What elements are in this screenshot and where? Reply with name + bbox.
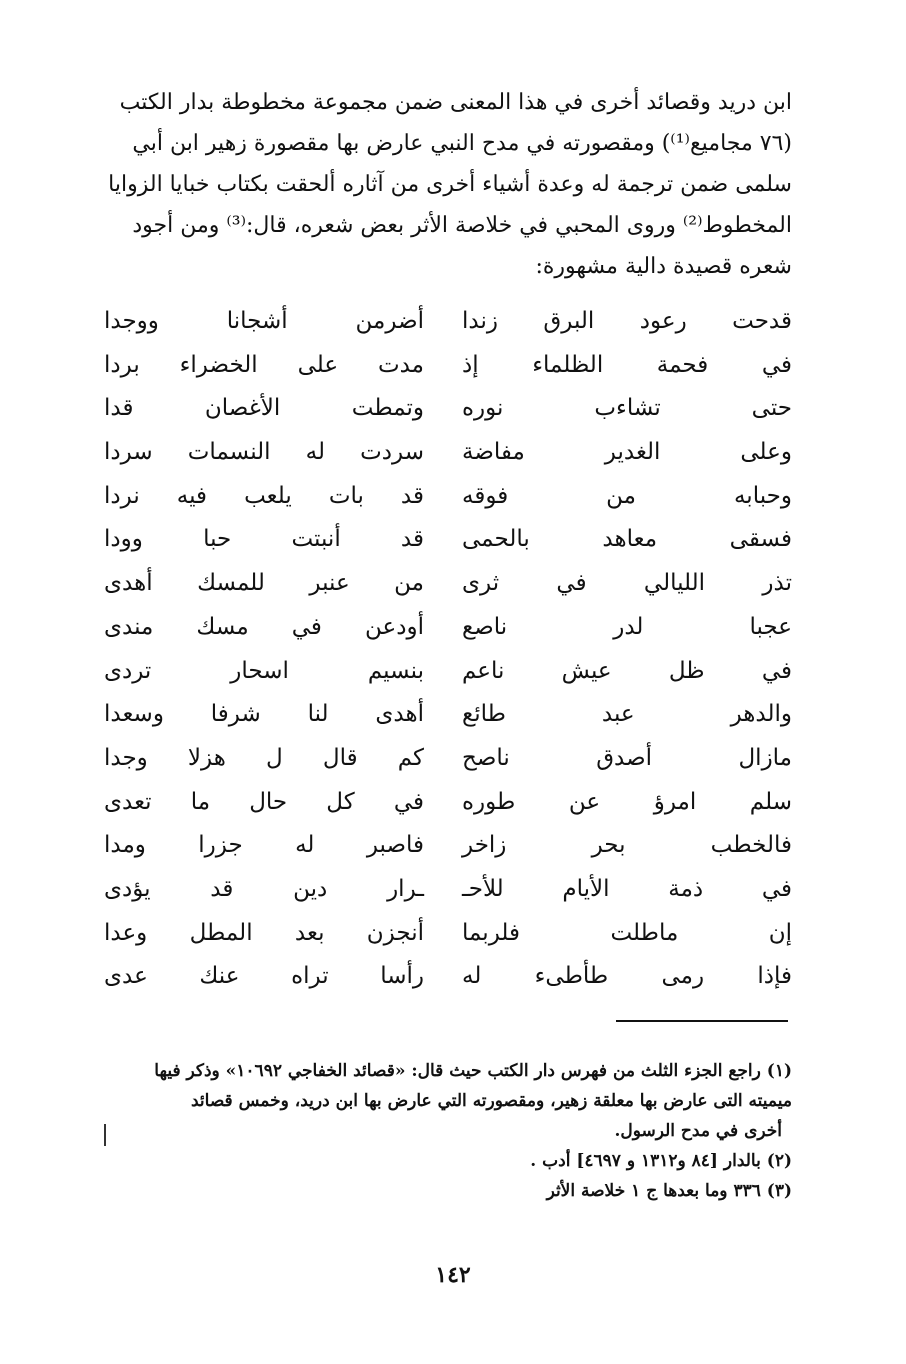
- verse-second-hemistich: في كل حال ما تعدى: [104, 788, 424, 815]
- verse: [104, 876, 792, 920]
- verse-second-hemistich: سردت له النسمات سردا: [104, 439, 424, 466]
- verse-second-hemistich: فاصبر له جزرا ومدا: [104, 832, 424, 859]
- verse: [104, 395, 792, 439]
- verse-first-hemistich: وحبابه من فوقه: [462, 482, 792, 509]
- footnotes: [104, 1056, 792, 1206]
- poem: [104, 308, 792, 1007]
- intro-paragraph: [104, 82, 792, 287]
- verse-second-hemistich: أضرمن أشجانا ووجدا: [104, 308, 424, 334]
- verse: [104, 832, 792, 876]
- footnote-continuation: ميميته التى عارض بها معلقة زهير، ومقصورته التي عارض بها ابن دريد، وخمس قصائد: [190, 1091, 792, 1111]
- verse-first-hemistich: وعلى الغدير مفاضة: [462, 439, 792, 466]
- verse-first-hemistich: في ظل عيش ناعم: [462, 657, 792, 684]
- verse-first-hemistich: مازال أصدق ناصح: [462, 744, 792, 771]
- verse: [104, 526, 792, 570]
- verse-second-hemistich: أنجزن بعد المطل وعدا: [104, 919, 424, 946]
- footnote: [104, 1146, 792, 1176]
- verse-second-hemistich: بنسيم اسحار تردى: [104, 657, 424, 684]
- verse: [104, 963, 792, 1007]
- verse: [104, 701, 792, 745]
- verse-first-hemistich: قدحت رعود البرق زندا: [462, 308, 792, 334]
- page-number: ١٤٢: [435, 1262, 471, 1288]
- verse-first-hemistich: في فحمة الظلماء إذ: [462, 351, 792, 378]
- verse: [104, 570, 792, 614]
- verse-first-hemistich: إن ماطلت فلربما: [462, 919, 792, 946]
- verse-first-hemistich: فإذا رمى طأطىء له: [462, 963, 792, 990]
- verse-first-hemistich: تذر الليالي في ثرى: [462, 570, 792, 597]
- footnote-text: بالدار [٨٤ و١٣١٢ و ٤٦٩٧] أدب .: [530, 1151, 761, 1171]
- footnote-continuation: أخرى في مدح الرسول.: [614, 1121, 782, 1141]
- verse: [104, 483, 792, 527]
- footnote-text: ٣٣٦ وما بعدها ج ١ خلاصة الأثر: [546, 1181, 761, 1201]
- verse: [104, 745, 792, 789]
- intro-line: سلمى ضمن ترجمة له وعدة أشياء أخرى من آثاره ألحقت بكتاب خبايا الزوايا: [108, 172, 792, 197]
- verse-second-hemistich: كم قال ل هزلا وجدا: [104, 744, 424, 771]
- verse-second-hemistich: أهدى لنا شرفا وسعدا: [104, 701, 424, 728]
- verse: [104, 658, 792, 702]
- intro-line: ابن دريد وقصائد أخرى في هذا المعنى ضمن مجموعة مخطوطة بدار الكتب: [119, 90, 792, 115]
- footnote-number: (١): [766, 1061, 792, 1081]
- verse-second-hemistich: أودعن في مسك مندى: [104, 613, 424, 640]
- verse-second-hemistich: وتمطت الأغصان قدا: [104, 395, 424, 422]
- verse: [104, 614, 792, 658]
- intro-line: شعره قصيدة دالية مشهورة:: [535, 254, 792, 279]
- intro-line: (٧٦ مجاميع⁽¹⁾) ومقصورته في مدح النبي عارض بها مقصورة زهير ابن أبي: [132, 131, 792, 156]
- intro-line: المخطوط⁽²⁾ وروى المحبي في خلاصة الأثر بعض شعره، قال:⁽³⁾ ومن أجود: [132, 213, 792, 238]
- verse-first-hemistich: عجبا لدر ناصع: [462, 613, 792, 640]
- verse: [104, 352, 792, 396]
- verse-first-hemistich: حتى تشاءب نوره: [462, 395, 792, 422]
- footnote-number: (٢): [766, 1151, 792, 1171]
- verse-first-hemistich: فسقى معاهد بالحمى: [462, 526, 792, 553]
- verse: [104, 920, 792, 964]
- verse-second-hemistich: مدت على الخضراء بردا: [104, 351, 424, 378]
- footnote: [104, 1176, 792, 1206]
- verse: [104, 308, 792, 352]
- verse-second-hemistich: قد بات يلعب فيه نردا: [104, 482, 424, 509]
- verse-second-hemistich: قد أنبتت حبا وودا: [104, 526, 424, 553]
- footnote-number: (٣): [766, 1181, 792, 1201]
- verse-second-hemistich: من عنبر للمسك أهدى: [104, 570, 424, 597]
- footnote-text: راجع الجزء الثلث من فهرس دار الكتب حيث قال: «قصائد الخفاجي ١٠٦٩٢» وذكر فيها: [154, 1061, 761, 1081]
- verse-first-hemistich: فالخطب بحر زاخر: [462, 832, 792, 859]
- footnote: [104, 1056, 792, 1086]
- verse-first-hemistich: سلم امرؤ عن طوره: [462, 788, 792, 815]
- verse: [104, 789, 792, 833]
- margin-mark: [104, 1124, 106, 1146]
- verse: [104, 439, 792, 483]
- verse-first-hemistich: في ذمة الأيام للأحـ: [462, 875, 792, 902]
- verse-second-hemistich: ـرار دين قد يؤدى: [104, 875, 424, 902]
- footnote-separator: [616, 1020, 788, 1022]
- verse-first-hemistich: والدهر عبد طائع: [462, 701, 792, 728]
- verse-second-hemistich: رأسا تراه عنك عدى: [104, 963, 424, 990]
